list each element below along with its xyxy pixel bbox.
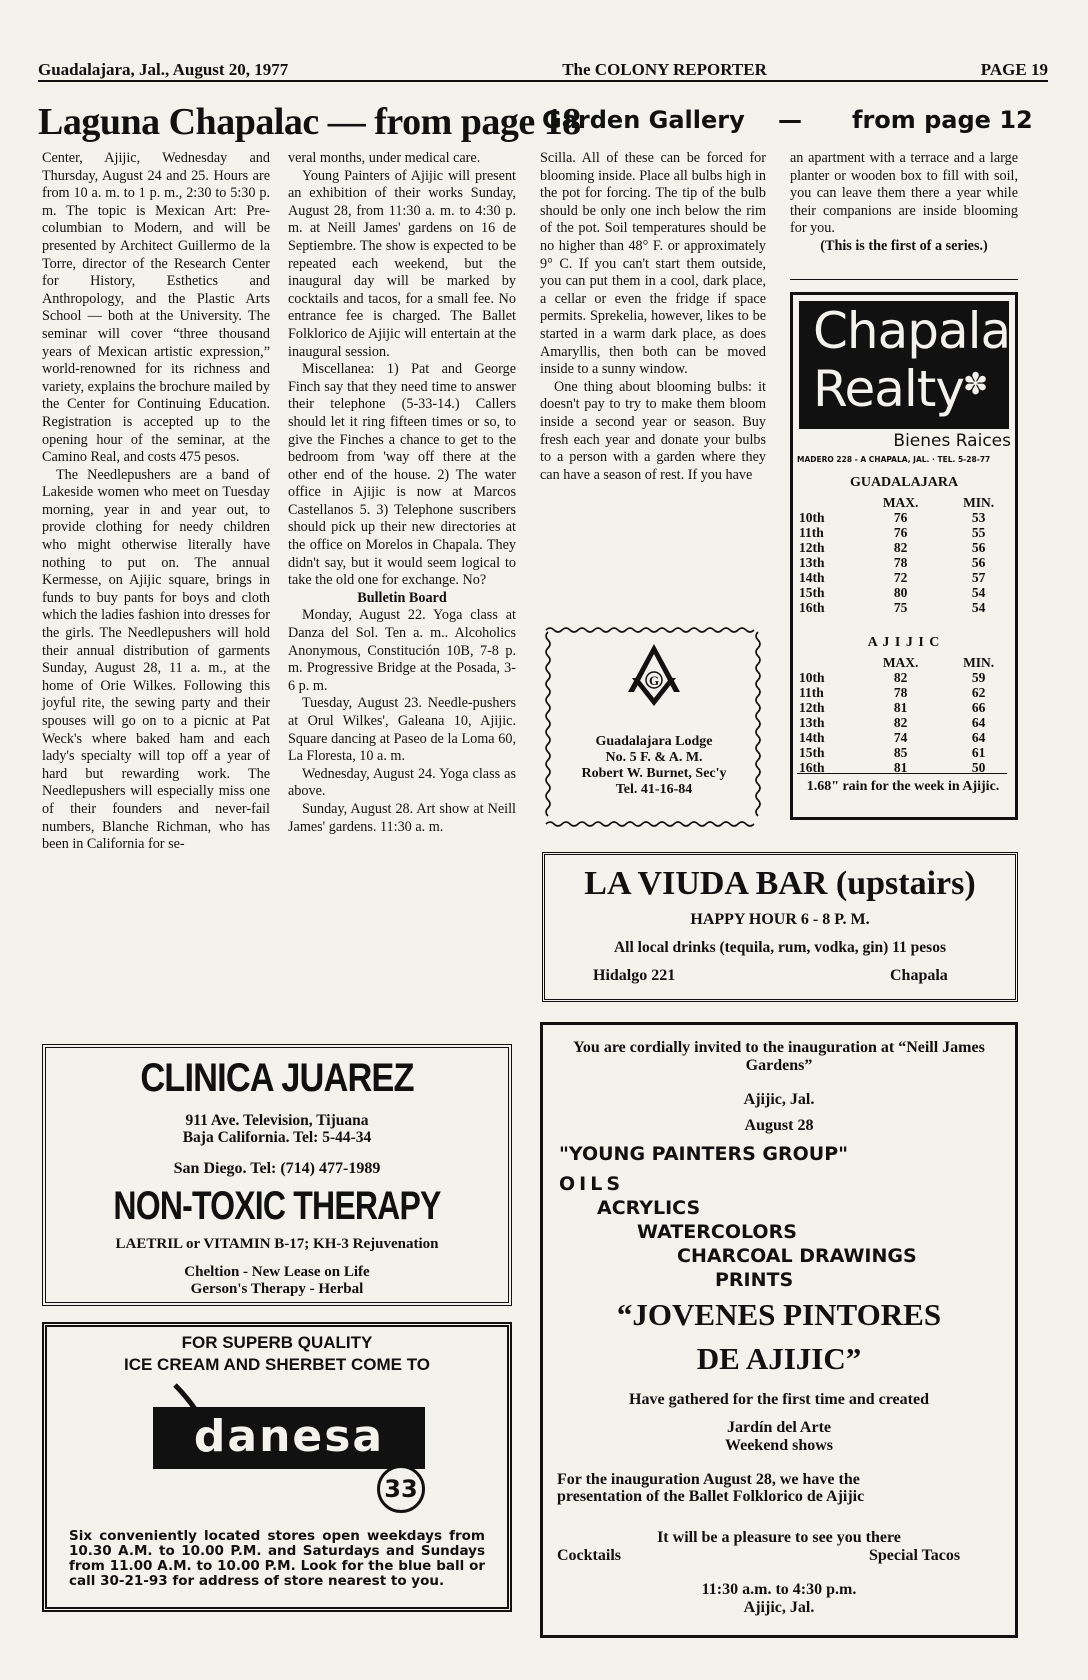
lodge-ad bbox=[542, 622, 766, 832]
day-cell: 14th bbox=[799, 730, 825, 745]
invite-town: Ajijic, Jal. bbox=[743, 1599, 815, 1616]
garden-column-1 bbox=[540, 150, 766, 484]
clinica-line-3: Gerson's Therapy - Herbal bbox=[190, 1281, 364, 1297]
invite-line-1: You are cordially invited to the inauguration at “Neill James Gardens” bbox=[573, 1039, 985, 1074]
page-header bbox=[38, 52, 1048, 82]
max-cell: 78 bbox=[893, 685, 908, 700]
bulletin-item: Sunday, August 28. Art show at Neill James' gardens. 11:30 a. m. bbox=[288, 800, 516, 835]
garden-headline-right: from page 12 bbox=[852, 106, 1033, 134]
divider bbox=[797, 773, 1007, 774]
flower-icon: ✽ bbox=[963, 368, 989, 401]
invite-weekend: Weekend shows bbox=[724, 1437, 834, 1454]
day-cell: 15th bbox=[799, 585, 825, 600]
media-item: CHARCOAL DRAWINGS bbox=[677, 1245, 917, 1267]
day-cell: 10th bbox=[799, 510, 825, 525]
max-cell: 72 bbox=[893, 570, 908, 585]
invite-tacos: Special Tacos bbox=[869, 1547, 961, 1564]
danesa-ad bbox=[42, 1322, 512, 1612]
clinica-juarez-ad bbox=[42, 1044, 512, 1306]
lodge-text bbox=[554, 734, 754, 798]
invite-gathered: Have gathered for the first time and created bbox=[629, 1391, 929, 1408]
max-cell: 82 bbox=[893, 715, 908, 730]
col-max-header: MAX. bbox=[882, 655, 919, 670]
series-note: (This is the first of a series.) bbox=[820, 237, 988, 254]
clinica-address-2: Baja California. Tel: 5-44-34 bbox=[182, 1129, 372, 1146]
invite-jardin: Jardín del Arte bbox=[727, 1419, 831, 1436]
min-cell: 54 bbox=[971, 585, 986, 600]
clinica-lines bbox=[46, 1264, 508, 1298]
laguna-paragraph: veral months, under medical care. bbox=[288, 150, 481, 166]
laguna-paragraph: The Needlepushers are a band of Lakeside women who meet on Tuesday morning, year in and year out, to provide clothing for needy children who might otherwise literally have nothing to put on. The annual Kermesse, on Ajijic square, brings in funds to buy pants for boys and cloth which the ladies fashion into dresses for the girls. The Needlepushers will hold their annual distribution of garments Sunday, August 28, 11 a. m., at the home of Orie Wilkes. Following this joyful rite, the sewing party and their spouses will go on to a picnic at Pat Weck's where baked ham and each lady's specialty will top off a year of hard but rewarding work. The Needlepushers will especially miss one of their founders and never-fail numbers, Blanche Richman, who has been in California for se- bbox=[42, 466, 270, 853]
garden-paragraph: One thing about blooming bulbs: it doesn't pay to try to make them bloom inside a second year or season. Buy fresh each year and donate your bulbs to a person with a garden where they can have a season of rest. If you have bbox=[540, 378, 766, 483]
header-paper-name: The COLONY REPORTER bbox=[562, 60, 767, 79]
garden-paragraph: an apartment with a terrace and a large planter or wooden box to fill with soil, you can leave them there a year while their companions are inside blooming for you. bbox=[790, 150, 1018, 237]
col-max-header: MAX. bbox=[882, 495, 919, 510]
clinica-therapy-title: NON-TOXIC THERAPY bbox=[113, 1184, 441, 1228]
ajijic-temp-row bbox=[793, 670, 1015, 685]
min-cell: 56 bbox=[971, 540, 986, 555]
max-cell: 76 bbox=[893, 510, 908, 525]
jovenes-line-2: DE AJIJIC” bbox=[696, 1341, 862, 1376]
gdl-temp-row bbox=[793, 510, 1015, 525]
clinica-title: CLINICA JUAREZ bbox=[140, 1056, 414, 1100]
bulletin-item: Monday, August 22. Yoga class at Danza del Sol. Ten a. m.. Alcoholics Anonymous, Constitución 10B, 7-8 p. m. Progressive Bridge at the Posada, 3-6 p. m. bbox=[288, 607, 516, 694]
header-page-number: PAGE 19 bbox=[980, 60, 1048, 79]
gdl-temp-row bbox=[793, 585, 1015, 600]
bulletin-item: Wednesday, August 24. Yoga class as above. bbox=[288, 765, 516, 800]
divider bbox=[790, 279, 1018, 280]
laguna-column-2 bbox=[288, 150, 516, 836]
danesa-top-2: ICE CREAM AND SHERBET COME TO bbox=[123, 1355, 431, 1374]
garden-headline-left: Garden Gallery bbox=[542, 106, 745, 134]
min-cell: 59 bbox=[971, 670, 986, 685]
lodge-name: Guadalajara Lodge bbox=[595, 734, 713, 749]
ajijic-temp-row bbox=[793, 715, 1015, 730]
max-cell: 81 bbox=[893, 700, 908, 715]
min-cell: 54 bbox=[971, 600, 986, 615]
gdl-temp-row bbox=[793, 600, 1015, 615]
media-item: ACRYLICS bbox=[597, 1197, 701, 1219]
min-cell: 53 bbox=[971, 510, 986, 525]
clinica-address-1: 911 Ave. Television, Tijuana bbox=[185, 1112, 369, 1129]
invite-place: Ajijic, Jal. bbox=[743, 1091, 815, 1108]
danesa-top-1: FOR SUPERB QUALITY bbox=[181, 1333, 373, 1352]
max-cell: 75 bbox=[893, 600, 908, 615]
clinica-line-1: LAETRIL or VITAMIN B-17; KH-3 Rejuvenation bbox=[115, 1236, 439, 1252]
laguna-paragraph: Center, Ajijic, Wednesday and Thursday, August 24 and 25. Hours are from 10 a. m. to 1 p. m., 2:30 to 5:30 p. m. The topic is Mexican Art: Pre-columbian to Modern, and will be presented by Architect Guillermo de la Torre, director of the Research Center for History, Esthetics and Anthropology, and the Plastic Arts School — both at the University. The seminar will cover “three thousand years of Mexican artistic expression,” world-renowned for its richness and variety, explains the brochure mailed by the Center for Continuing Education. Registration is accepted up to the opening hour of the seminar, at the Camino Real, and costs 475 pesos. bbox=[42, 150, 270, 466]
bulletin-board-heading: Bulletin Board bbox=[357, 589, 447, 606]
max-cell: 76 bbox=[893, 525, 908, 540]
laguna-column-1 bbox=[42, 150, 270, 854]
max-cell: 85 bbox=[893, 745, 908, 760]
day-cell: 10th bbox=[799, 670, 825, 685]
max-cell: 81 bbox=[893, 760, 908, 775]
garden-paragraph: Scilla. All of these can be forced for blooming inside. Place all bulbs high in the pot for forcing. The tip of the bulb should be only one inch below the rim of the pot. Soil temperatures should be no higher than 48° F. or approximately 9° C. If you can't start them outside, you can put them in a cool, dark place, a cellar or even the fridge if space permits. Sprekelia, however, likes to be started in a warm dark place, as does Amaryllis, then both can be moved inside to a sunny window. bbox=[540, 150, 766, 378]
ajijic-title: A J I J I C bbox=[867, 635, 941, 650]
col-min-header: MIN. bbox=[963, 655, 995, 670]
danesa-logo: danesa bbox=[193, 1411, 385, 1462]
gdl-temp-row bbox=[793, 570, 1015, 585]
gdl-temp-row bbox=[793, 555, 1015, 570]
lodge-tel: Tel. 41-16-84 bbox=[615, 782, 693, 797]
bulletin-item: Tuesday, August 23. Needle-pushers at Orul Wilkes', Galeana 10, Ajijic. Square dancing at Paseo de la Loma 60, La Floresta, 10 a. m. bbox=[288, 695, 516, 765]
media-item: WATERCOLORS bbox=[637, 1221, 797, 1243]
gdl-table bbox=[793, 495, 1015, 615]
day-cell: 15th bbox=[799, 745, 825, 760]
garden-column-2 bbox=[790, 150, 1018, 256]
laguna-headline: Laguna Chapalac — from page 18 bbox=[38, 101, 581, 143]
day-cell: 16th bbox=[799, 760, 825, 775]
realty-logo-line2: Realty bbox=[813, 360, 964, 418]
day-cell: 14th bbox=[799, 570, 825, 585]
realty-address: MADERO 228 - A CHAPALA, JAL. · TEL. 5-28-77 bbox=[797, 455, 991, 464]
laguna-paragraph: Young Painters of Ajijic will present an exhibition of their works Sunday, August 28, from 11:30 a. m. to 4:30 p. m. at Neill James' gardens on 16 de Septiembre. The show is expected to be repeated each weekend, but the inaugural day will be marked by cocktails and tacos, for a small fee. No entrance fee is charged. The Ballet Folklorico de Ajijic will entertain at the inaugural session. bbox=[288, 167, 516, 360]
invitation-ad bbox=[540, 1022, 1018, 1638]
min-cell: 64 bbox=[971, 730, 986, 745]
jovenes-line-1: “JOVENES PINTORES bbox=[616, 1297, 942, 1332]
invite-time: 11:30 a.m. to 4:30 p.m. bbox=[701, 1581, 857, 1598]
invite-date: August 28 bbox=[744, 1117, 814, 1134]
header-dateline: Guadalajara, Jal., August 20, 1977 bbox=[38, 60, 289, 79]
garden-headline-dash: — bbox=[778, 106, 802, 134]
media-item: PRINTS bbox=[715, 1269, 794, 1291]
day-cell: 12th bbox=[799, 540, 825, 555]
ajijic-table bbox=[793, 655, 1015, 775]
gdl-temp-row bbox=[793, 540, 1015, 555]
min-cell: 66 bbox=[971, 700, 986, 715]
min-cell: 55 bbox=[971, 525, 986, 540]
max-cell: 82 bbox=[893, 540, 908, 555]
realty-logo bbox=[799, 301, 1009, 429]
invite-pleasure: It will be a pleasure to see you there bbox=[657, 1529, 901, 1546]
ajijic-temp-row bbox=[793, 745, 1015, 760]
min-cell: 62 bbox=[971, 685, 986, 700]
lodge-secretary: Robert W. Burnet, Sec'y bbox=[581, 766, 727, 781]
gdl-temp-row bbox=[793, 525, 1015, 540]
viuda-address: Hidalgo 221 bbox=[593, 967, 676, 984]
viuda-title: LA VIUDA BAR (upstairs) bbox=[584, 865, 976, 902]
gdl-title: GUADALAJARA bbox=[849, 475, 959, 490]
realty-tagline: Bienes Raices bbox=[893, 431, 1011, 451]
min-cell: 50 bbox=[971, 760, 986, 775]
viuda-happy-hour: HAPPY HOUR 6 - 8 P. M. bbox=[690, 911, 870, 928]
min-cell: 61 bbox=[971, 745, 986, 760]
day-cell: 11th bbox=[799, 685, 824, 700]
day-cell: 16th bbox=[799, 600, 825, 615]
rain-note: 1.68" rain for the week in Ajijic. bbox=[806, 779, 1000, 794]
danesa-stores-text: Six conveniently located stores open weekdays from 10.30 A.M. to 10.00 P.M. and Saturdays and Sundays from 11.00 A.M. to 10.00 P.M. Look for the blue ball or call 30-21-93 for address of store nearest to you. bbox=[69, 1528, 485, 1589]
clinica-san-diego: San Diego. Tel: (714) 477-1989 bbox=[173, 1160, 381, 1177]
min-cell: 64 bbox=[971, 715, 986, 730]
invite-time-block bbox=[543, 1581, 1015, 1617]
invite-inauguration: For the inauguration August 28, we have the presentation of the Ballet Folklorico de Ajijic bbox=[557, 1471, 865, 1505]
realty-weather-box bbox=[790, 292, 1018, 820]
day-cell: 13th bbox=[799, 555, 825, 570]
viuda-drinks: All local drinks (tequila, rum, vodka, gin) 11 pesos bbox=[613, 939, 946, 956]
ajijic-temp-row bbox=[793, 700, 1015, 715]
ajijic-temp-row bbox=[793, 685, 1015, 700]
col-min-header: MIN. bbox=[963, 495, 995, 510]
max-cell: 82 bbox=[893, 670, 908, 685]
min-cell: 56 bbox=[971, 555, 986, 570]
day-cell: 13th bbox=[799, 715, 825, 730]
min-cell: 57 bbox=[971, 570, 986, 585]
clinica-address bbox=[46, 1112, 508, 1146]
danesa-badge: 33 bbox=[377, 1465, 425, 1513]
max-cell: 78 bbox=[893, 555, 908, 570]
la-viuda-ad bbox=[542, 852, 1018, 1002]
clinica-line-2: Cheltion - New Lease on Life bbox=[184, 1264, 370, 1280]
lodge-emblem-letter: G bbox=[648, 673, 660, 688]
ajijic-temp-row bbox=[793, 730, 1015, 745]
viuda-town: Chapala bbox=[890, 967, 948, 984]
media-item: OILS bbox=[559, 1173, 625, 1195]
invite-cocktails: Cocktails bbox=[557, 1547, 621, 1564]
max-cell: 80 bbox=[893, 585, 908, 600]
invite-group: "YOUNG PAINTERS GROUP" bbox=[559, 1143, 849, 1165]
day-cell: 12th bbox=[799, 700, 825, 715]
lodge-number: No. 5 F. & A. M. bbox=[605, 750, 703, 765]
max-cell: 74 bbox=[893, 730, 908, 745]
day-cell: 11th bbox=[799, 525, 824, 540]
realty-logo-line1: Chapala bbox=[813, 302, 1011, 360]
square-and-compass-icon bbox=[624, 642, 684, 712]
invite-jardin-block bbox=[543, 1419, 1015, 1455]
laguna-paragraph: Miscellanea: 1) Pat and George Finch say that they need time to answer their telephone (5-33-14.) Callers should let it ring fifteen times or so, to give the Finches a chance to get to the bedroom from 'way off there at the other end of the house. 2) The water office in Ajijic is now at Marcos Castellanos 5. 3) Telephone suscribers should pick up their new directories at the office on Morelos in Chapala. They didn't say, but it would seem logical to take the old one for exchange. No? bbox=[288, 361, 516, 589]
